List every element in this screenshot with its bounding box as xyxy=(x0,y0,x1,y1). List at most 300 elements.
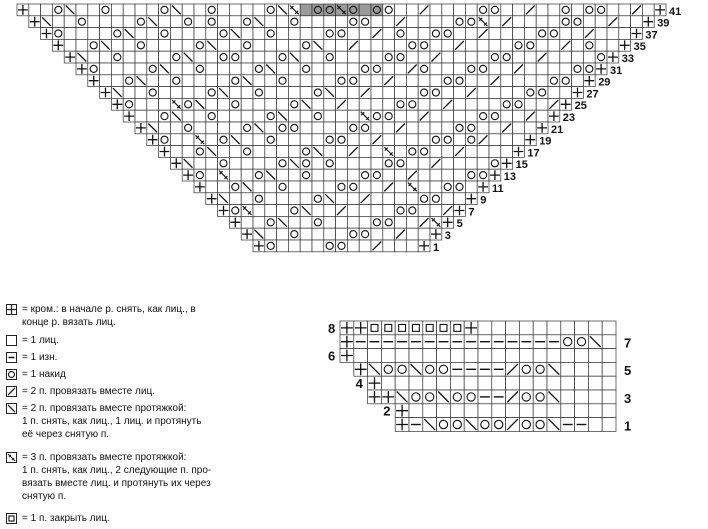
chart-cell xyxy=(464,349,478,363)
chart-cell xyxy=(602,321,616,335)
border-lace-chart xyxy=(328,321,631,434)
chart-cell xyxy=(371,87,383,99)
chart-cell xyxy=(465,51,477,63)
chart-cell xyxy=(588,362,602,376)
row-number-label: 23 xyxy=(562,112,576,124)
chart-cell xyxy=(371,110,383,122)
row-number-label: 25 xyxy=(574,100,587,113)
chart-cell xyxy=(430,75,442,87)
chart-cell xyxy=(602,362,616,376)
row-number-label: 39 xyxy=(657,17,670,30)
chart-cell xyxy=(347,75,359,87)
chart-cell xyxy=(524,98,536,110)
chart-cell xyxy=(501,39,513,51)
legend-text: = 1 лиц. xyxy=(22,335,59,346)
chart-cell xyxy=(368,349,382,363)
row-number-label: 13 xyxy=(503,171,517,183)
chart-cell xyxy=(423,376,437,390)
chart-cell xyxy=(418,51,430,63)
chart-cell xyxy=(442,51,454,63)
chart-cell xyxy=(561,349,575,363)
chart-cell xyxy=(371,63,383,75)
chart-cell xyxy=(336,146,348,158)
chart-cell xyxy=(442,4,454,16)
k2tog-slash-icon xyxy=(6,386,17,397)
chart-cell xyxy=(406,4,418,16)
chart-cell xyxy=(406,146,418,158)
chart-cell xyxy=(383,193,395,205)
chart-cell xyxy=(513,98,525,110)
chart-cell xyxy=(442,87,454,99)
chart-cell xyxy=(454,51,466,63)
row-number-label: 11 xyxy=(492,182,504,195)
chart-cell xyxy=(536,75,548,87)
chart-cell xyxy=(395,362,409,376)
chart-cell xyxy=(501,28,513,40)
chart-cell xyxy=(477,146,489,158)
chart-cell xyxy=(442,169,454,181)
chart-cell xyxy=(595,51,607,63)
chart-cell xyxy=(536,16,548,28)
chart-cell xyxy=(588,404,602,418)
chart-cell xyxy=(430,4,442,16)
chart-cell xyxy=(418,181,430,193)
chart-cell xyxy=(359,216,371,228)
chart-cell xyxy=(430,98,442,110)
chart-cell xyxy=(347,16,359,28)
chart-cell xyxy=(409,349,423,363)
chart-cell xyxy=(560,51,572,63)
chart-cell xyxy=(524,28,536,40)
chart-cell xyxy=(489,98,501,110)
chart-cell xyxy=(442,16,454,28)
chart-cell xyxy=(513,110,525,122)
chart-cell xyxy=(406,193,418,205)
legend-item-yarn-over xyxy=(6,368,66,381)
chart-cell xyxy=(347,193,359,205)
chart-cell xyxy=(347,205,359,217)
chart-cell xyxy=(595,4,607,16)
chart-row xyxy=(340,335,616,349)
chart-cell xyxy=(430,122,442,134)
chart-cell xyxy=(575,362,589,376)
chart-cell xyxy=(561,376,575,390)
row-number-label: 4 xyxy=(355,376,363,391)
chart-cell xyxy=(513,122,525,134)
chart-cell xyxy=(442,110,454,122)
chart-cell xyxy=(395,51,407,63)
row-number-label: 31 xyxy=(610,64,623,77)
chart-cell xyxy=(359,39,371,51)
chart-cell xyxy=(430,39,442,51)
chart-cell xyxy=(548,4,560,16)
chart-cell xyxy=(395,98,407,110)
chart-cell xyxy=(395,205,407,217)
chart-cell xyxy=(406,28,418,40)
chart-cell xyxy=(395,321,409,335)
chart-row xyxy=(395,404,616,418)
chart-cell xyxy=(477,122,489,134)
chart-cell xyxy=(450,418,464,432)
chart-cell xyxy=(465,181,477,193)
chart-cell xyxy=(607,28,619,40)
chart-cell xyxy=(548,28,560,40)
chart-cell xyxy=(423,404,437,418)
chart-cell xyxy=(383,39,395,51)
chart-cell xyxy=(561,321,575,335)
chart-cell xyxy=(602,390,616,404)
chart-cell xyxy=(575,390,589,404)
chart-cell xyxy=(575,335,589,349)
chart-cell xyxy=(588,376,602,390)
legend-item-k2tog xyxy=(6,385,155,398)
chart-cell xyxy=(465,169,477,181)
chart-cell xyxy=(450,321,464,335)
chart-cell xyxy=(513,51,525,63)
chart-cell xyxy=(442,63,454,75)
chart-cell xyxy=(454,157,466,169)
chart-cell xyxy=(437,362,451,376)
chart-cell xyxy=(477,63,489,75)
chart-cell xyxy=(548,51,560,63)
chart-cell xyxy=(619,16,631,28)
chart-cell xyxy=(619,4,631,16)
legend-item-knit xyxy=(6,334,59,347)
chart-cell xyxy=(454,169,466,181)
chart-cell xyxy=(533,376,547,390)
chart-cell xyxy=(588,418,602,432)
chart-cell xyxy=(371,216,383,228)
chart-cell xyxy=(437,349,451,363)
chart-cell xyxy=(418,39,430,51)
chart-cell xyxy=(513,28,525,40)
chart-cell xyxy=(430,169,442,181)
chart-cell xyxy=(513,87,525,99)
chart-cell xyxy=(513,16,525,28)
chart-cell xyxy=(536,39,548,51)
chart-cell xyxy=(371,205,383,217)
chart-cell xyxy=(536,87,548,99)
chart-cell xyxy=(406,157,418,169)
chart-cell xyxy=(450,390,464,404)
row-number-label: 9 xyxy=(480,194,487,207)
chart-cell xyxy=(533,404,547,418)
chart-cell xyxy=(359,205,371,217)
chart-cell xyxy=(347,4,359,16)
chart-cell xyxy=(395,216,407,228)
chart-cell xyxy=(336,157,348,169)
chart-cell xyxy=(560,4,572,16)
chart-cell xyxy=(477,110,489,122)
chart-cell xyxy=(383,16,395,28)
row-number-label: 7 xyxy=(624,335,632,351)
legend-text: = 1 изн. xyxy=(22,352,58,363)
chart-cell xyxy=(536,4,548,16)
chart-cell xyxy=(595,39,607,51)
chart-cell xyxy=(501,75,513,87)
chart-cell xyxy=(524,63,536,75)
chart-cell xyxy=(548,39,560,51)
chart-cell xyxy=(454,28,466,40)
chart-cell xyxy=(478,418,492,432)
legend-item-selvage xyxy=(6,303,196,329)
chart-cell xyxy=(347,51,359,63)
chart-cell xyxy=(371,16,383,28)
chart-cell xyxy=(548,75,560,87)
chart-cell xyxy=(418,193,430,205)
chart-cell xyxy=(583,51,595,63)
chart-cell xyxy=(418,28,430,40)
chart-cell xyxy=(524,16,536,28)
chart-cell xyxy=(347,87,359,99)
chart-cell xyxy=(406,122,418,134)
chart-cell xyxy=(336,134,348,146)
chart-cell xyxy=(478,376,492,390)
chart-cell xyxy=(359,146,371,158)
chart-cell xyxy=(371,146,383,158)
chart-cell xyxy=(464,404,478,418)
chart-cell xyxy=(442,134,454,146)
chart-cell xyxy=(395,63,407,75)
chart-cell xyxy=(489,28,501,40)
chart-cell xyxy=(395,240,407,252)
chart-cell xyxy=(395,376,409,390)
chart-cell xyxy=(371,193,383,205)
chart-cell xyxy=(602,404,616,418)
row-number-label: 8 xyxy=(328,320,336,336)
chart-cell xyxy=(359,228,371,240)
chart-cell xyxy=(450,404,464,418)
chart-cell xyxy=(454,87,466,99)
chart-cell xyxy=(560,16,572,28)
chart-cell xyxy=(359,28,371,40)
chart-cell xyxy=(572,28,584,40)
chart-cell xyxy=(506,404,520,418)
chart-cell xyxy=(492,321,506,335)
chart-cell xyxy=(347,110,359,122)
chart-cell xyxy=(519,404,533,418)
chart-row xyxy=(368,390,616,404)
chart-cell xyxy=(406,98,418,110)
chart-cell xyxy=(442,193,454,205)
chart-cell xyxy=(359,16,371,28)
chart-cell xyxy=(406,16,418,28)
ssk-backslash-icon xyxy=(6,403,17,414)
row-number-label: 2 xyxy=(383,403,391,419)
legend xyxy=(0,0,330,529)
chart-cell xyxy=(395,4,407,16)
chart-cell xyxy=(492,418,506,432)
chart-cell xyxy=(409,390,423,404)
chart-cell xyxy=(489,4,501,16)
chart-cell xyxy=(533,321,547,335)
chart-cell xyxy=(575,404,589,418)
chart-cell xyxy=(536,28,548,40)
chart-cell xyxy=(383,240,395,252)
chart-cell xyxy=(383,134,395,146)
chart-cell xyxy=(533,390,547,404)
chart-cell xyxy=(418,146,430,158)
chart-cell xyxy=(359,169,371,181)
chart-cell xyxy=(588,321,602,335)
row-number-label: 3 xyxy=(444,230,451,242)
purl-dash-icon xyxy=(6,352,17,363)
chart-cell xyxy=(395,87,407,99)
chart-cell xyxy=(371,228,383,240)
chart-cell xyxy=(619,28,631,40)
chart-cell xyxy=(561,362,575,376)
chart-cell xyxy=(381,321,395,335)
chart-cell xyxy=(336,122,348,134)
chart-cell xyxy=(418,205,430,217)
chart-cell xyxy=(383,98,395,110)
chart-cell xyxy=(383,87,395,99)
row-number-label: 7 xyxy=(468,206,475,219)
chart-cell xyxy=(547,321,561,335)
chart-cell xyxy=(383,63,395,75)
chart-cell xyxy=(409,376,423,390)
chart-cell xyxy=(336,110,348,122)
chart-cell xyxy=(336,87,348,99)
chart-cell xyxy=(437,404,451,418)
chart-cell xyxy=(406,39,418,51)
chart-cell xyxy=(347,240,359,252)
bind-off-square-icon xyxy=(6,513,17,524)
chart-cell xyxy=(501,87,513,99)
chart-cell xyxy=(572,4,584,16)
chart-cell xyxy=(347,134,359,146)
chart-cell xyxy=(418,16,430,28)
chart-cell xyxy=(465,110,477,122)
chart-cell xyxy=(465,122,477,134)
chart-cell xyxy=(548,63,560,75)
chart-cell xyxy=(347,157,359,169)
chart-cell xyxy=(430,181,442,193)
chart-cell xyxy=(347,98,359,110)
chart-cell xyxy=(642,4,654,16)
chart-cell xyxy=(359,75,371,87)
chart-cell xyxy=(519,418,533,432)
chart-cell xyxy=(548,16,560,28)
chart-cell xyxy=(547,376,561,390)
chart-cell xyxy=(383,28,395,40)
legend-text: = 2 п. провязать вместе лиц. xyxy=(22,386,155,397)
chart-cell xyxy=(371,157,383,169)
chart-cell xyxy=(489,157,501,169)
chart-cell xyxy=(423,349,437,363)
row-number-label: 15 xyxy=(515,159,528,172)
chart-cell xyxy=(575,376,589,390)
chart-cell xyxy=(430,87,442,99)
chart-cell xyxy=(561,335,575,349)
chart-cell xyxy=(519,362,533,376)
chart-cell xyxy=(418,63,430,75)
chart-cell xyxy=(477,157,489,169)
chart-cell xyxy=(477,75,489,87)
chart-cell xyxy=(501,51,513,63)
chart-cell xyxy=(359,122,371,134)
row-number-label: 6 xyxy=(328,348,336,364)
chart-cell xyxy=(371,169,383,181)
chart-cell xyxy=(406,51,418,63)
chart-cell xyxy=(371,98,383,110)
chart-cell xyxy=(423,390,437,404)
sk2p-icon xyxy=(6,452,17,463)
chart-cell xyxy=(575,349,589,363)
chart-cell xyxy=(560,28,572,40)
chart-cell xyxy=(588,349,602,363)
legend-text: = 1 п. закрыть лиц. xyxy=(22,513,110,524)
chart-cell xyxy=(359,51,371,63)
chart-cell xyxy=(560,75,572,87)
chart-cell xyxy=(383,205,395,217)
chart-cell xyxy=(464,390,478,404)
chart-cell xyxy=(359,134,371,146)
chart-cell xyxy=(477,87,489,99)
chart-cell xyxy=(430,134,442,146)
chart-cell xyxy=(501,98,513,110)
chart-cell xyxy=(489,16,501,28)
chart-row xyxy=(395,418,616,432)
chart-cell xyxy=(442,157,454,169)
chart-cell xyxy=(371,51,383,63)
chart-cell xyxy=(442,39,454,51)
chart-cell xyxy=(572,75,584,87)
chart-cell xyxy=(395,193,407,205)
chart-cell xyxy=(454,181,466,193)
chart-cell xyxy=(464,376,478,390)
chart-cell xyxy=(395,157,407,169)
chart-cell xyxy=(437,376,451,390)
chart-cell xyxy=(395,39,407,51)
chart-cell xyxy=(336,63,348,75)
yarn-over-circle-icon xyxy=(6,369,17,380)
chart-cell xyxy=(406,87,418,99)
chart-cell xyxy=(548,87,560,99)
chart-cell xyxy=(595,28,607,40)
chart-cell xyxy=(359,4,371,16)
chart-cell xyxy=(501,134,513,146)
chart-cell xyxy=(524,122,536,134)
chart-cell xyxy=(336,16,348,28)
selvage-cross-icon xyxy=(6,304,17,315)
chart-cell xyxy=(371,39,383,51)
chart-cell xyxy=(336,228,348,240)
chart-cell xyxy=(371,181,383,193)
chart-cell xyxy=(423,321,437,335)
chart-cell xyxy=(560,87,572,99)
row-number-label: 37 xyxy=(645,29,658,42)
chart-cell xyxy=(430,16,442,28)
chart-cell xyxy=(381,349,395,363)
chart-cell xyxy=(406,216,418,228)
chart-cell xyxy=(454,75,466,87)
chart-cell xyxy=(454,134,466,146)
chart-cell xyxy=(506,321,520,335)
chart-cell xyxy=(583,63,595,75)
legend-text: = 1 накид xyxy=(22,369,66,380)
chart-cell xyxy=(519,376,533,390)
chart-cell xyxy=(336,51,348,63)
chart-cell xyxy=(501,110,513,122)
row-number-label: 29 xyxy=(598,76,611,89)
chart-cell xyxy=(492,349,506,363)
chart-cell xyxy=(489,134,501,146)
chart-cell xyxy=(430,110,442,122)
chart-cell xyxy=(442,122,454,134)
chart-cell xyxy=(454,63,466,75)
legend-text: = кром.: в начале р. снять, как лиц., в конце р. вязать лиц. xyxy=(22,304,196,328)
